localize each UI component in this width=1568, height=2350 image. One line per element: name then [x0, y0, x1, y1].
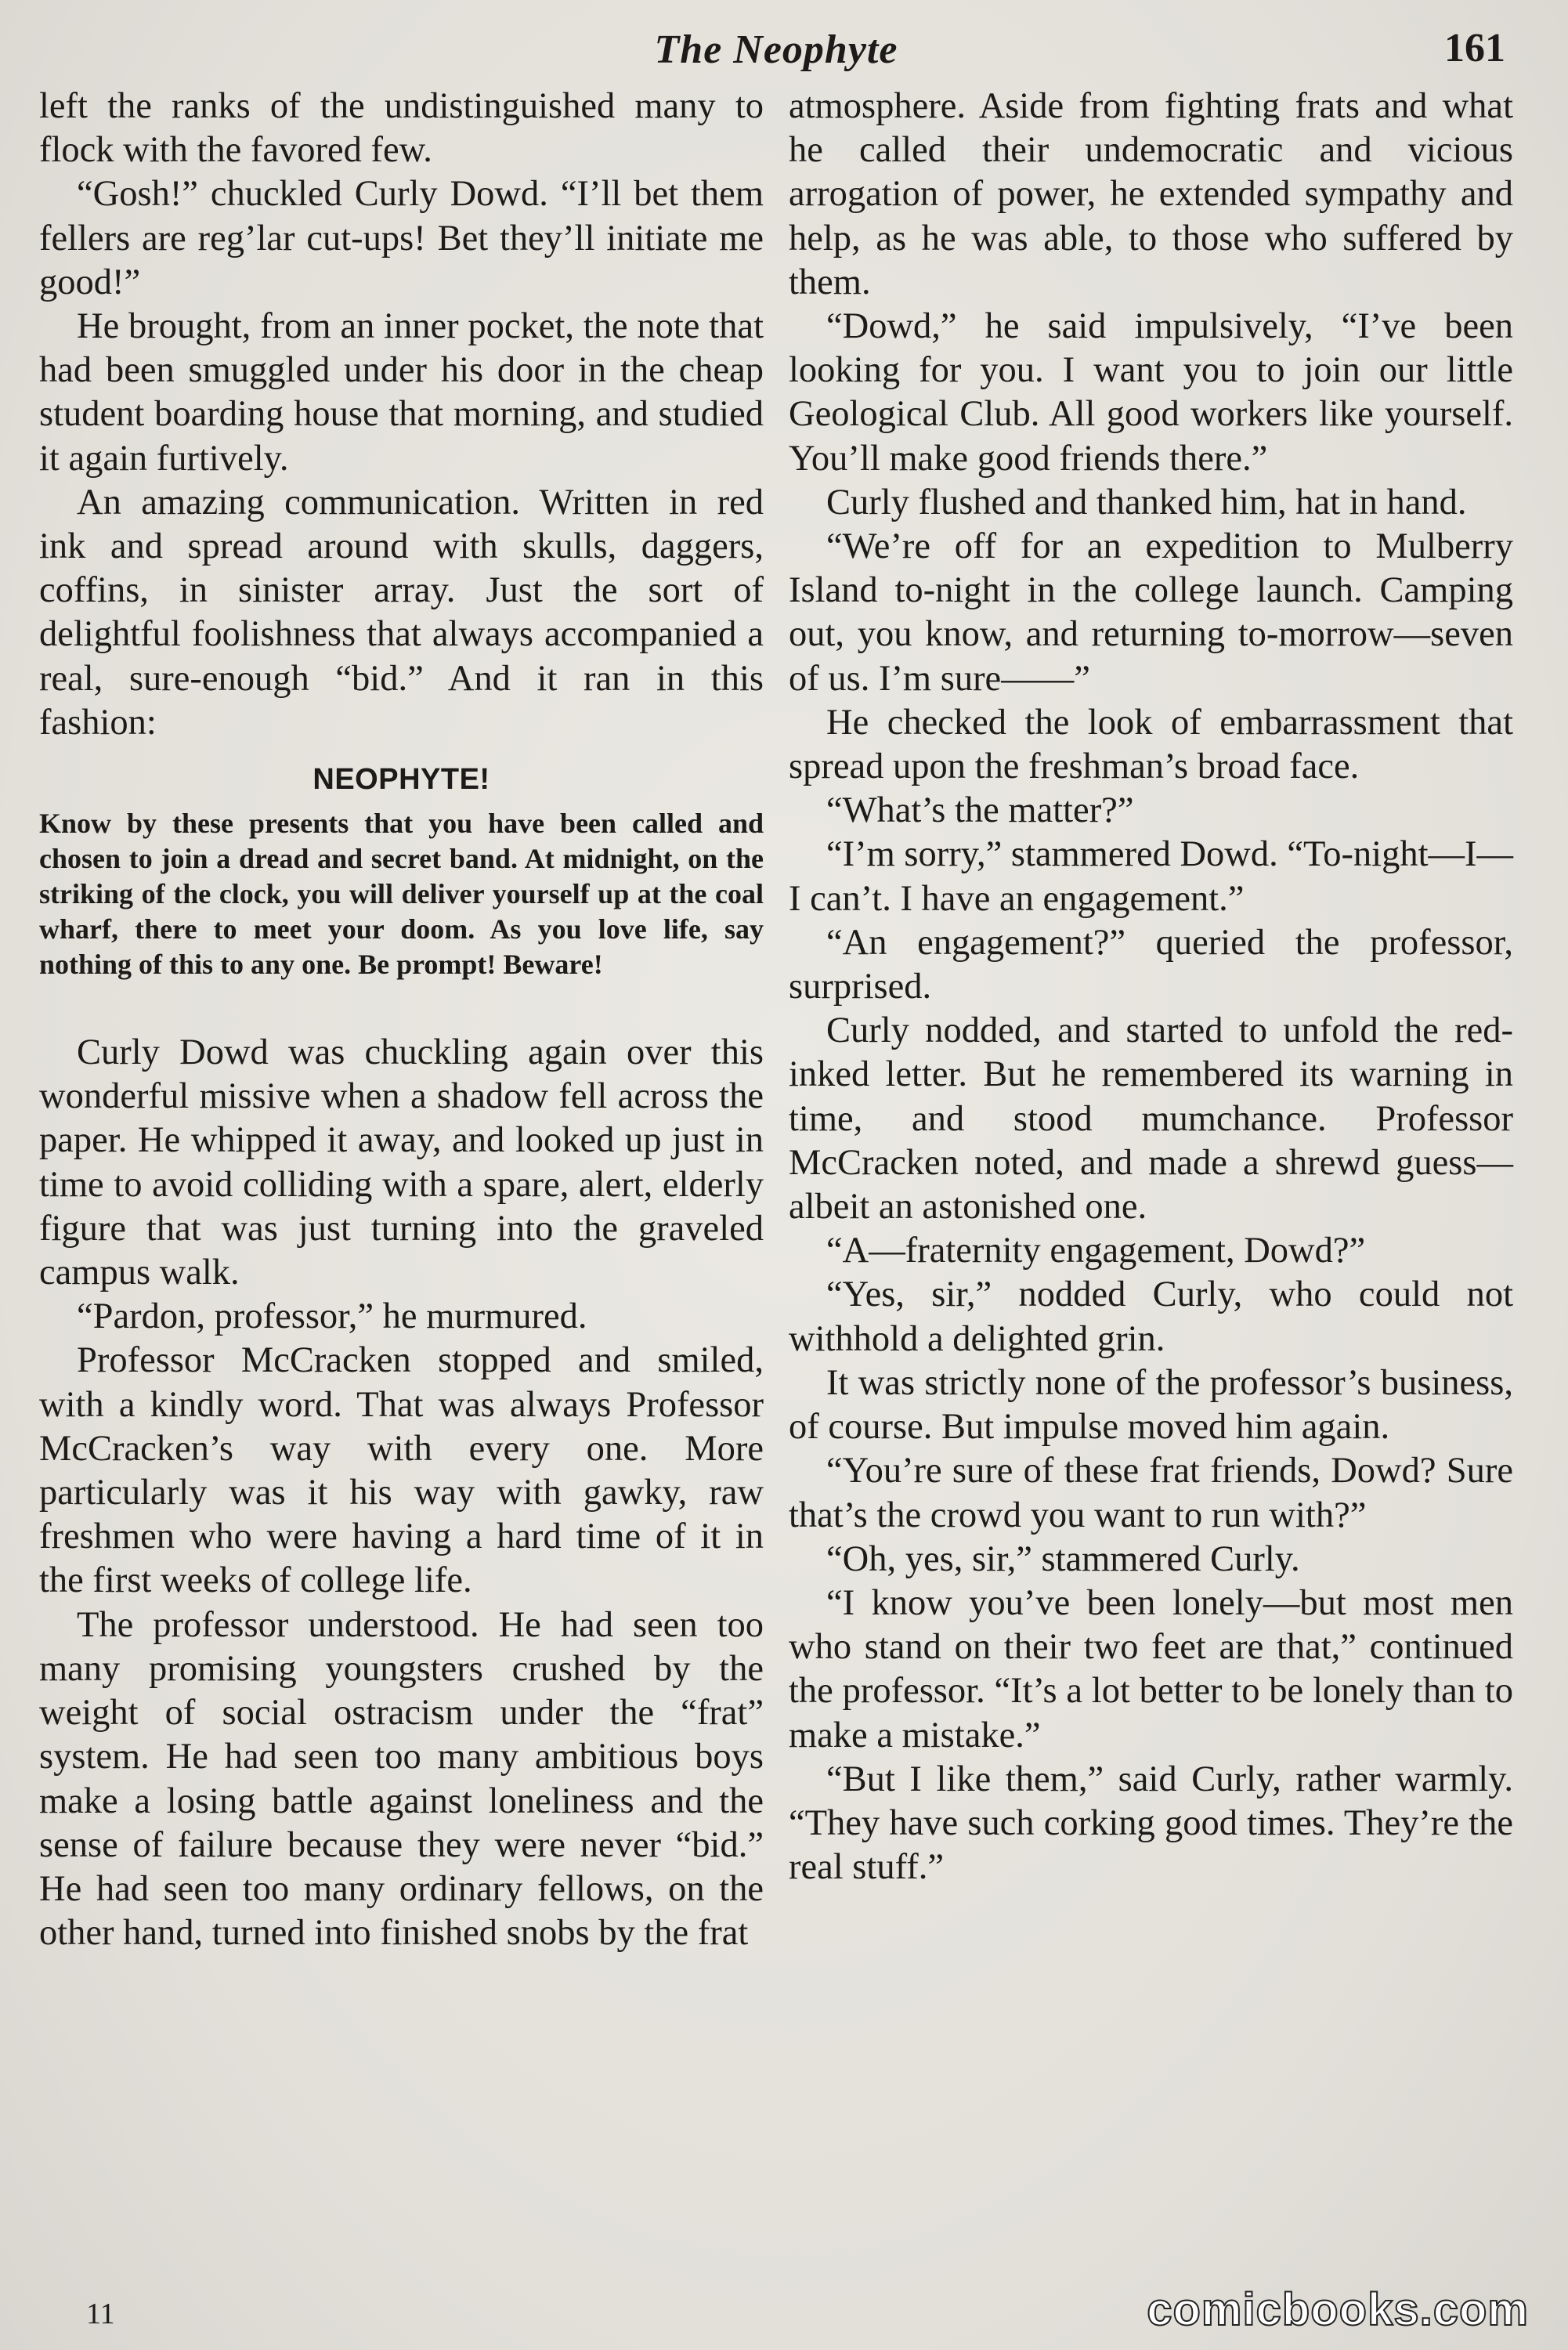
text-columns	[39, 85, 1513, 2270]
paragraph: He brought, from an inner pocket, the note that had been smuggled under his door in the cheap student boarding house that morning, and studied it again furtively.	[39, 306, 764, 479]
paragraph: Curly flushed and thanked him, hat in hand.	[826, 482, 1467, 522]
paragraph: “What’s the matter?”	[826, 790, 1134, 831]
paragraph: “But I like them,” said Curly, rather warmly. “They have such corking good times. They’re the real stuff.”	[789, 1759, 1513, 1888]
paragraph: “You’re sure of these frat friends, Dowd? Sure that’s the crowd you want to run with?”	[789, 1451, 1513, 1535]
paragraph: Curly Dowd was chuckling again over this wonderful missive when a shadow fell across the paper. He whipped it away, and looked up just in time to avoid colliding with a spare, alert, elderly figure that was just turning into the graveled campus walk.	[39, 1032, 764, 1293]
paragraph: An amazing communication. Written in red ink and spread around with skulls, daggers, coffins, in sinister array. Just the sort of delightful foolishness that always accompanied a real, sure-enough “bid.” And it ran in this fashion:	[39, 482, 764, 743]
running-title: The Neophyte	[654, 27, 898, 72]
paragraph: “I know you’ve been lonely—but most men who stand on their two feet are that,” continued the professor. “It’s a lot better to be lonely than to make a mistake.”	[789, 1582, 1513, 1755]
paragraph: “Oh, yes, sir,” stammered Curly.	[826, 1538, 1300, 1579]
paragraph: “An engagement?” queried the professor, surprised.	[789, 922, 1513, 1007]
note-body: Know by these presents that you have been called and chosen to join a dread and secret band. At midnight, on the striking of the clock, you will deliver yourself up at the coal wharf, there to meet your doom. As you love life, say nothing of this to any one. Be prompt! Beware!	[39, 808, 764, 981]
paragraph: The professor understood. He had seen too many promising youngsters crushed by the weight of social ostracism under the “frat” system. He had seen too many ambitious boys make a losing battle against loneliness and the sense of failure because they were never “bid.” He had seen too many ordinary fellows, on the other hand, turned into finished snobs by the frat	[39, 1604, 764, 1954]
paragraph: Professor McCracken stopped and smiled, with a kindly word. That was always Professor McCracken’s way with every one. More particularly was it his way with gawky, raw freshmen who were having a hard time of it in the first weeks of college life.	[39, 1340, 764, 1601]
paragraph: “I’m sorry,” stammered Dowd. “To-night—I—I can’t. I have an engagement.”	[789, 834, 1513, 919]
paragraph: “Yes, sir,” nodded Curly, who could not withhold a delighted grin.	[789, 1274, 1513, 1359]
paragraph: left the ranks of the undistinguished many to flock with the favored few.	[39, 86, 764, 171]
right-column	[789, 85, 1513, 2270]
paragraph: It was strictly none of the professor’s business, of course. But impulse moved him again.	[789, 1362, 1513, 1448]
paragraph: “Gosh!” chuckled Curly Dowd. “I’ll bet them fellers are reg’lar cut-ups! Bet they’ll initiate me good!”	[39, 174, 764, 302]
paragraph: “Pardon, professor,” he murmured.	[77, 1296, 587, 1337]
left-column	[39, 85, 764, 2270]
paragraph: Curly nodded, and started to unfold the red-inked letter. But he remembered its warning in time, and stood mumchance. Professor McCracken noted, and made a shrewd guess—albeit an astonished one.	[789, 1010, 1513, 1227]
signature-mark: 11	[86, 2298, 115, 2330]
paragraph: atmosphere. Aside from fighting frats and what he called their undemocratic and vicious arrogation of power, he extended sympathy and help, as he was able, to those who suffered by them.	[789, 86, 1513, 302]
note-heading: NEOPHYTE!	[313, 763, 490, 797]
paragraph: “A—fraternity engagement, Dowd?”	[826, 1231, 1366, 1271]
paragraph: He checked the look of embarrassment that spread upon the freshman’s broad face.	[789, 702, 1513, 787]
paragraph: “Dowd,” he said impulsively, “I’ve been looking for you. I want you to join our little Geological Club. All good workers like yourself. You’ll make good friends there.”	[789, 306, 1513, 479]
watermark: comicbooks.com	[1147, 2284, 1529, 2335]
page-number: 161	[1444, 26, 1505, 70]
paragraph: “We’re off for an expedition to Mulberry Island to-night in the college launch. Camping out, you know, and returning to-morrow—seven of us. I’m sure——”	[789, 526, 1513, 699]
running-head	[39, 22, 1513, 85]
